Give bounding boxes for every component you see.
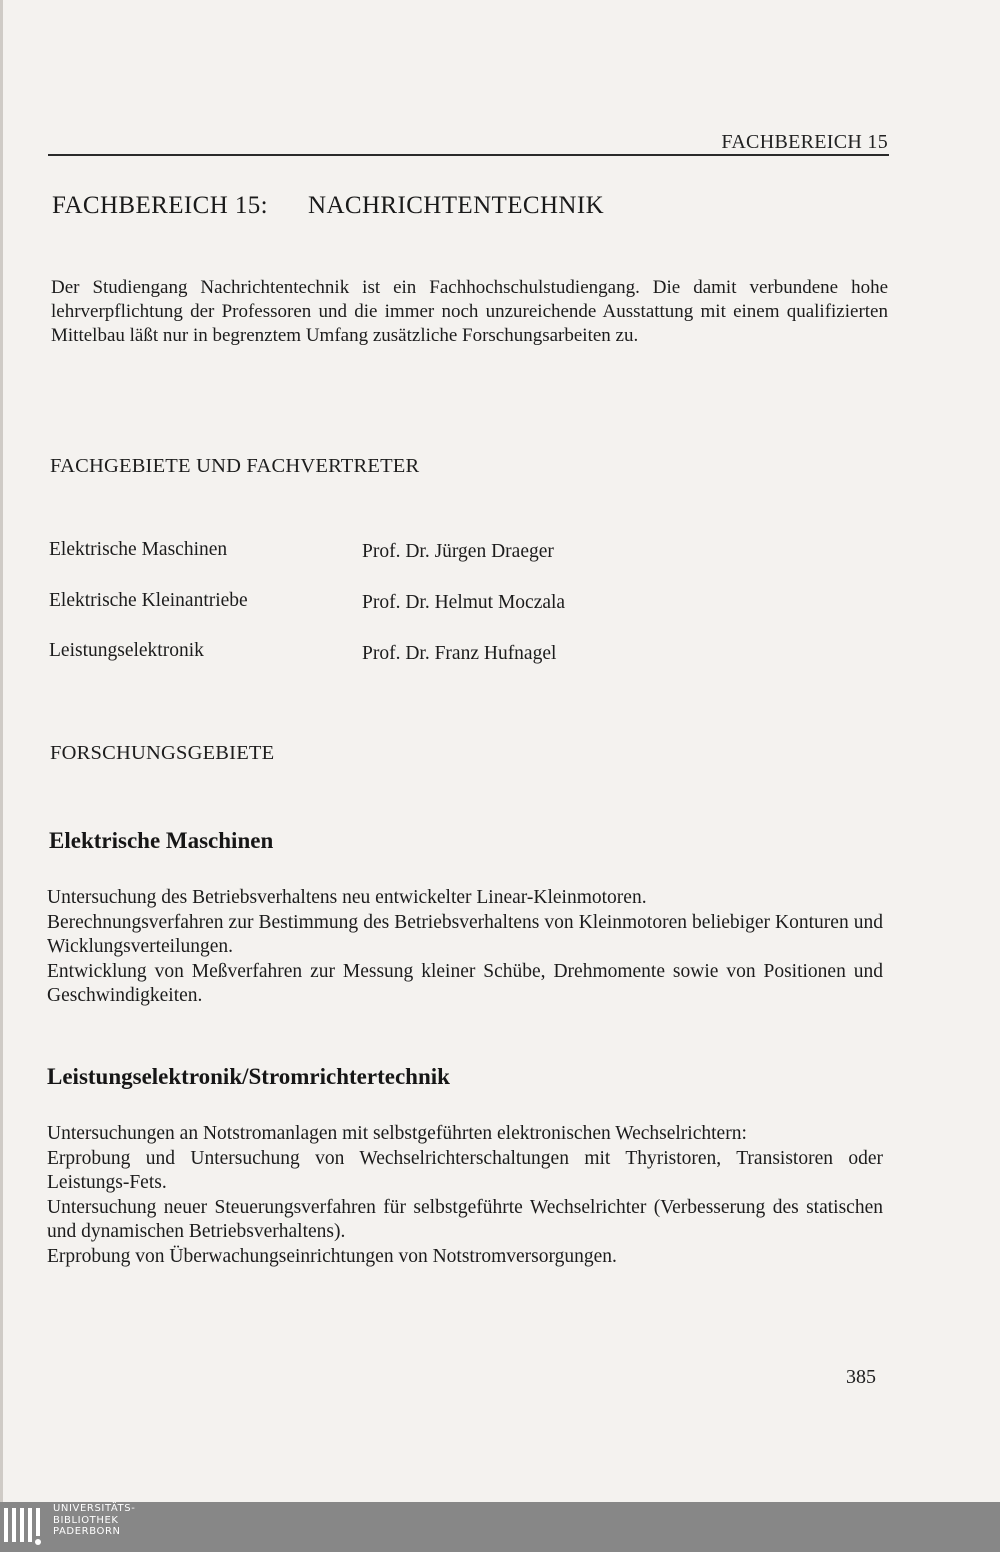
research-area-title: Leistungselektronik/Stromrichtertechnik bbox=[47, 1064, 450, 1089]
logo-line: PADERBORN bbox=[53, 1526, 121, 1537]
logo-line: BIBLIOTHEK bbox=[53, 1514, 119, 1526]
research-paragraph: Entwicklung von Meßverfahren zur Messung kleiner Schübe, Drehmomente sowie von Positionen und Geschwindigkeiten. bbox=[47, 960, 883, 1006]
page-title bbox=[52, 192, 604, 220]
fachgebiet-subject: Leistungselektronik bbox=[49, 640, 204, 661]
library-footer-bar bbox=[0, 1502, 1000, 1552]
running-header: FACHBEREICH 15 bbox=[721, 131, 888, 153]
fachgebiet-subject: Elektrische Kleinantriebe bbox=[49, 590, 248, 611]
research-paragraph: Untersuchung neuer Steuerungsverfahren für selbstgeführte Wechselrichter (Verbesserung des statischen und dynamischen Betriebsverhaltens). bbox=[47, 1196, 883, 1242]
research-area-text bbox=[47, 886, 883, 1009]
library-logo-text bbox=[53, 1503, 135, 1538]
logo-line: UNIVERSITÄTS- bbox=[53, 1503, 136, 1514]
title-part-2: NACHRICHTENTECHNIK bbox=[307, 192, 605, 219]
fachgebiet-professor: Prof. Dr. Franz Hufnagel bbox=[362, 643, 557, 664]
library-bars-logo-icon bbox=[4, 1506, 46, 1548]
page-edge bbox=[0, 0, 3, 1502]
section-heading-fachgebiete: FACHGEBIETE UND FACHVERTRETER bbox=[50, 455, 420, 477]
fachgebiet-professor: Prof. Dr. Jürgen Draeger bbox=[362, 541, 554, 562]
section-heading-forschung: FORSCHUNGSGEBIETE bbox=[50, 742, 275, 764]
fachgebiet-subject: Elektrische Maschinen bbox=[49, 539, 228, 560]
research-paragraph: Untersuchungen an Notstromanlagen mit selbstgeführten elektronischen Wechselrichtern: bbox=[47, 1123, 747, 1144]
research-paragraph: Untersuchung des Betriebsverhaltens neu entwickelter Linear-Kleinmotoren. bbox=[47, 887, 647, 908]
research-paragraph: Erprobung und Untersuchung von Wechselrichterschaltungen mit Thyristoren, Transistoren oder Leistungs-Fets. bbox=[47, 1147, 883, 1193]
header-rule bbox=[48, 154, 889, 156]
page-number: 385 bbox=[846, 1366, 876, 1388]
title-part-1: FACHBEREICH 15: bbox=[52, 192, 268, 219]
research-paragraph: Erprobung von Überwachungseinrichtungen von Notstromversorgungen. bbox=[47, 1245, 617, 1267]
fachgebiet-professor: Prof. Dr. Helmut Moczala bbox=[362, 592, 566, 613]
research-area-title: Elektrische Maschinen bbox=[49, 828, 274, 853]
research-area-text bbox=[47, 1122, 883, 1269]
intro-paragraph: Der Studiengang Nachrichtentechnik ist ein Fachhochschulstudiengang. Die damit verbundene hohe lehrverpflichtung der Professoren und die immer noch unzureichende Ausstattung mit einem qualifizierten Mittelbau läßt nur in begrenztem Umfang zusätzliche Forschungsarbeiten zu. bbox=[51, 277, 888, 346]
research-paragraph: Berechnungsverfahren zur Bestimmung des Betriebsverhaltens von Kleinmotoren beliebiger Konturen und Wicklungsverteilungen. bbox=[47, 911, 883, 957]
